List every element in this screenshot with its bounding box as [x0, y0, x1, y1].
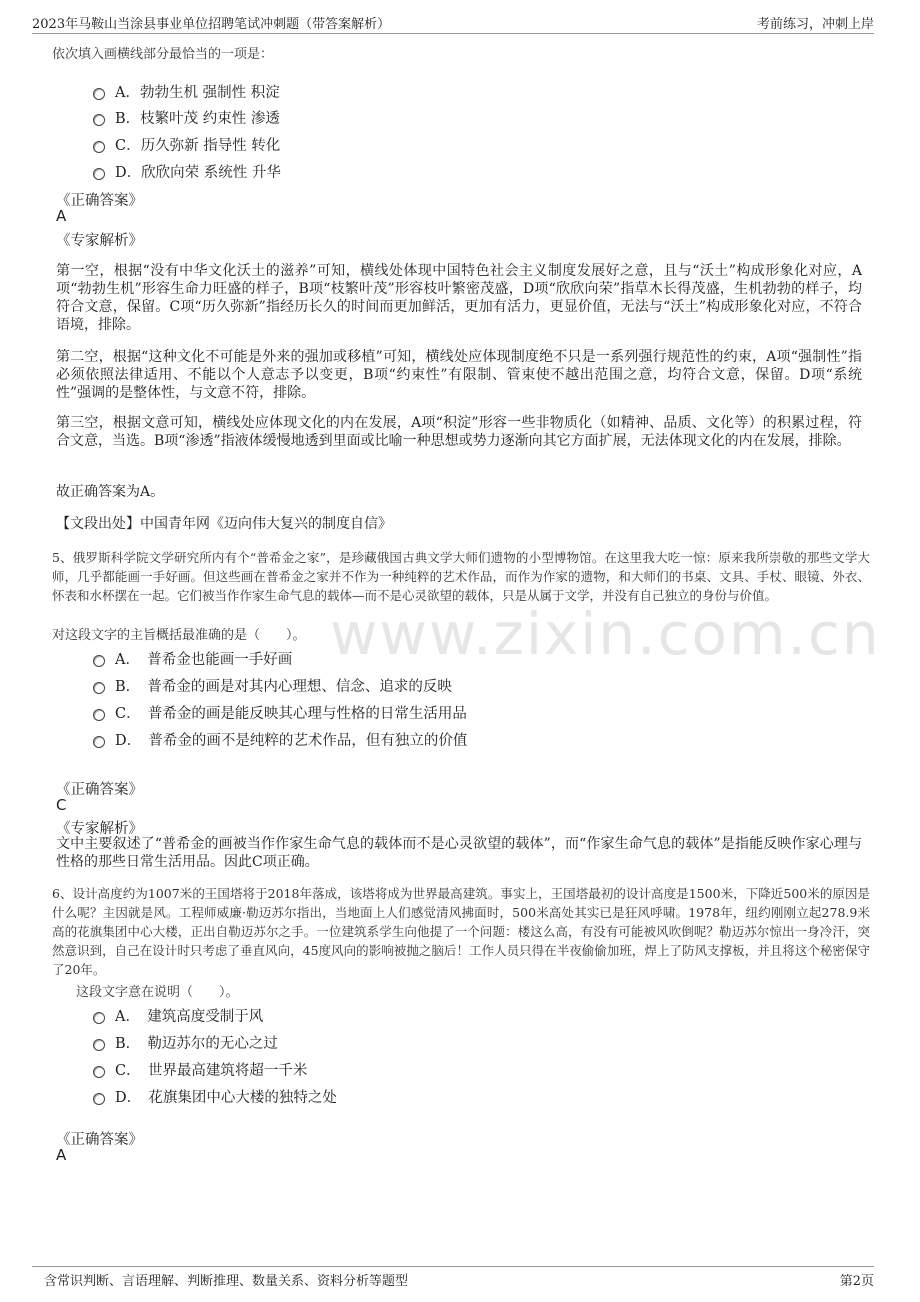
q5-question: 对这段文字的主旨概括最准确的是（ ）。	[52, 628, 306, 643]
q4-option-b[interactable]: B．枝繁叶茂 约束性 渗透	[93, 107, 280, 128]
q5-option-c[interactable]: C． 普希金的画是能反映其心理与性格的日常生活用品	[93, 702, 467, 723]
q6-option-d[interactable]: D． 花旗集团中心大楼的独特之处	[93, 1086, 337, 1107]
q5-passage: 5、俄罗斯科学院文学研究所内有个“普希金之家”，是珍藏俄国古典文学大师们遗物的小型博物馆。在这里我大吃一惊：原来我所崇敬的那些文学大师，几乎都能画一手好画。但这些画在普希金之家并不作为一种纯粹的艺术作品，而作为作家的遗物，和大师们的书桌、文具、手杖、眼镜、外衣、怀表和水杯摆在一起。它们被当作作家生命气息的载体—而不是心灵欲望的载体，只是从属于文学，并没有自己独立的身份与价值。	[52, 550, 870, 603]
page-number: 第2页	[839, 1274, 874, 1289]
page-header-slogan: 考前练习，冲刺上岸	[756, 17, 874, 32]
q4-analysis-paragraph-1: 第一空，根据“没有中华文化沃土的滋养”可知，横线处体现中国特色社会主义制度发展好之意，且与“沃土”构成形象化对应，A项“勃勃生机”形容生命力旺盛的样子，B项“枝繁叶茂”形容枝叶繁密茂盛，D项“欣欣向荣”指草木长得茂盛，生机勃勃的样子，均符合文意，保留。C项“历久弥新”指经历长久的时间而更加鲜活，更加有活力，更显价值，无法与“沃土”构成形象化对应，不符合语境，排除。	[56, 263, 862, 333]
q6-option-b[interactable]: B． 勒迈苏尔的无心之过	[93, 1032, 278, 1053]
q4-conclusion: 故正确答案为A。	[56, 484, 165, 500]
q5-analysis-label: 《专家解析》	[56, 821, 143, 837]
watermark: www.zixin.com.cn	[330, 600, 881, 668]
radio-icon[interactable]	[93, 1012, 105, 1024]
q4-analysis-label: 《专家解析》	[56, 233, 143, 249]
radio-icon[interactable]	[93, 1066, 105, 1078]
q4-analysis-paragraph-3: 第三空，根据文意可知，横线处应体现文化的内在发展，A项“积淀”形容一些非物质化（如精神、品质、文化等）的积累过程，符合文意，当选。B项“渗透”指液体缓慢地透到里面或比喻一种思想或势力逐渐向其它方面扩展，无法体现文化的内在发展，排除。	[56, 415, 862, 449]
radio-icon[interactable]	[93, 141, 105, 153]
q6-question: 这段文字意在说明（ ）。	[76, 985, 239, 1000]
q4-option-d[interactable]: D．欣欣向荣 系统性 升华	[93, 161, 281, 182]
q4-answer: A	[56, 207, 67, 225]
q6-passage: 6、设计高度约为1007米的王国塔将于2018年落成，该塔将成为世界最高建筑。事实上，王国塔最初的设计高度是1500米，下降近500米的原因是什么呢？主因就是风。工程师威廉·勒迈苏尔指出，当地面上人们感觉清风拂面时，500米高处其实已是狂风呼啸。1978年，纽约刚刚立起278.9米高的花旗集团中心大楼，正出自勒迈苏尔之手。一位建筑系学生向他提了一个问题：楼这么高，有没有可能被风吹倒呢？勒迈苏尔惊出一身冷汗，突然意识到，自己在设计时只考虑了垂直风向，45度风向的影响被抛之脑后！工作人员只得在半夜偷偷加班，焊上了防风支撑板，并且将这个秘密保守了20年。	[52, 886, 870, 977]
radio-icon[interactable]	[93, 114, 105, 126]
q4-answer-label: 《正确答案》	[56, 193, 143, 209]
page-header-title: 2023年马鞍山当涂县事业单位招聘笔试冲刺题（带答案解析）	[32, 17, 391, 32]
q6-answer: A	[56, 1146, 67, 1164]
radio-icon[interactable]	[93, 709, 105, 721]
radio-icon[interactable]	[93, 655, 105, 667]
header-divider	[32, 33, 874, 34]
q4-option-a[interactable]: A．勃勃生机 强制性 积淀	[93, 81, 280, 102]
q5-option-b[interactable]: B． 普希金的画是对其内心理想、信念、追求的反映	[93, 675, 452, 696]
radio-icon[interactable]	[93, 1093, 105, 1105]
footer-divider	[32, 1266, 874, 1267]
q6-option-a[interactable]: A． 建筑高度受制于风	[93, 1005, 263, 1026]
radio-icon[interactable]	[93, 736, 105, 748]
q5-option-d[interactable]: D． 普希金的画不是纯粹的艺术作品，但有独立的价值	[93, 729, 467, 750]
q6-answer-label: 《正确答案》	[56, 1132, 143, 1148]
q5-option-a[interactable]: A． 普希金也能画一手好画	[93, 648, 292, 669]
radio-icon[interactable]	[93, 88, 105, 100]
q4-source: 【文段出处】中国青年网《迈向伟大复兴的制度自信》	[56, 516, 392, 532]
q5-answer: C	[56, 796, 67, 814]
radio-icon[interactable]	[93, 168, 105, 180]
radio-icon[interactable]	[93, 682, 105, 694]
footer-topics: 含常识判断、言语理解、判断推理、数量关系、资料分析等题型	[44, 1274, 409, 1289]
radio-icon[interactable]	[93, 1039, 105, 1051]
q5-answer-label: 《正确答案》	[56, 782, 143, 798]
q6-option-c[interactable]: C． 世界最高建筑将超一千米	[93, 1059, 307, 1080]
q5-analysis: 文中主要叙述了“普希金的画被当作作家生命气息的载体而不是心灵欲望的载体”，而“作家生命气息的载体”是指能反映作家心理与性格的那些日常生活用品。因此C项正确。	[56, 836, 862, 870]
q4-prompt: 依次填入画横线部分最恰当的一项是：	[52, 47, 274, 62]
q4-option-c[interactable]: C．历久弥新 指导性 转化	[93, 134, 280, 155]
q4-analysis-paragraph-2: 第二空，根据“这种文化不可能是外来的强加或移植”可知，横线处应体现制度绝不只是一系列强行规范性的约束，A项“强制性”指必须依照法律适用、不能以个人意志予以变更，B项“约束性”有限制、管束使不越出范围之意，均符合文意，保留。D项“系统性”强调的是整体性，与文意不符，排除。	[56, 349, 862, 401]
